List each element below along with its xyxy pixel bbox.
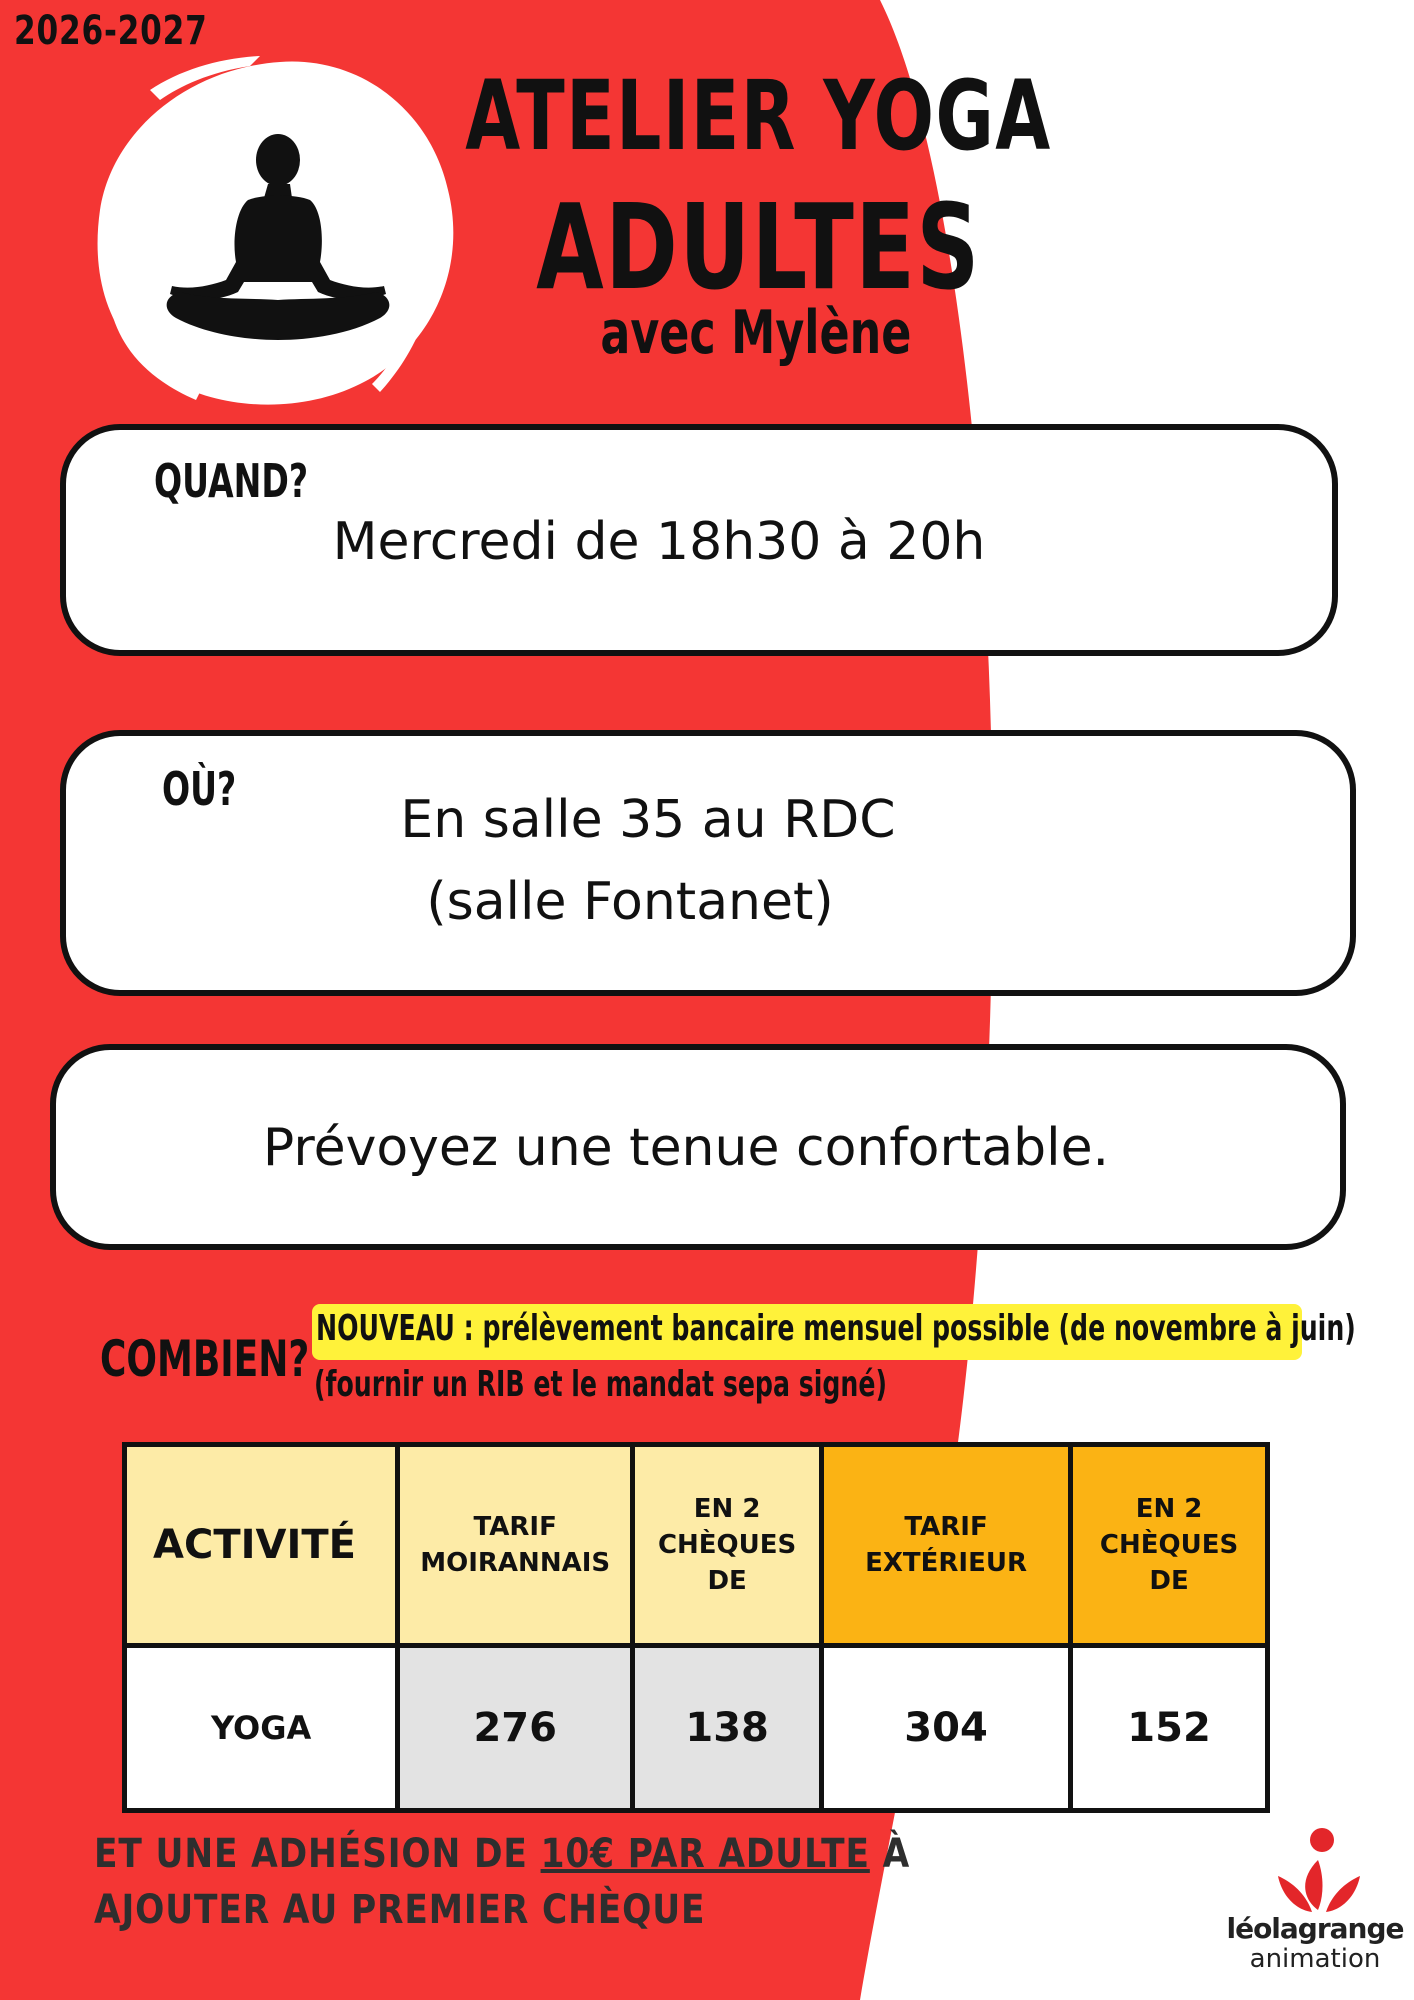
- note-box: [50, 1044, 1346, 1250]
- note-text: Prévoyez une tenue confortable.: [262, 1118, 1110, 1178]
- header-activity: ACTIVITÉ: [125, 1445, 398, 1646]
- where-label: OÙ?: [162, 762, 237, 816]
- logo-text-line-1: léolagrange: [1226, 1912, 1404, 1945]
- when-label: QUAND?: [154, 454, 309, 508]
- rib-text: (fournir un RIB et le mandat sepa signé): [314, 1364, 887, 1405]
- price-table: [122, 1442, 1270, 1813]
- where-line-1: En salle 35 au RDC: [400, 790, 896, 850]
- title-line-3: avec Mylène: [600, 298, 912, 368]
- when-box: [60, 424, 1338, 656]
- nouveau-text: [316, 1308, 1356, 1349]
- header-cheques-exterieur: EN 2 CHÈQUES DE: [1071, 1445, 1268, 1646]
- logo-text-line-2: animation: [1249, 1944, 1381, 1974]
- title-line-1: ATELIER YOGA: [465, 60, 1052, 172]
- cell-tarif-moirannais: 276: [398, 1646, 633, 1811]
- header-tarif-moirannais: TARIF MOIRANNAIS: [398, 1445, 633, 1646]
- header-cheques-moirannais: EN 2 CHÈQUES DE: [633, 1445, 822, 1646]
- membership-part-2: À AJOUTER AU PREMIER CHÈQUE: [94, 1831, 911, 1933]
- when-text: Mercredi de 18h30 à 20h: [332, 512, 986, 572]
- where-line-2: (salle Fontanet): [426, 872, 834, 932]
- membership-part-1: ET UNE ADHÉSION DE: [94, 1831, 541, 1877]
- membership-note: [94, 1826, 997, 1938]
- cell-tarif-exterieur: 304: [822, 1646, 1071, 1811]
- header-tarif-exterieur: TARIF EXTÉRIEUR: [822, 1445, 1071, 1646]
- nouveau-rest: : prélèvement bancaire mensuel possible (de novembre à juin): [454, 1308, 1356, 1349]
- price-label: COMBIEN?: [100, 1330, 310, 1388]
- school-year: 2026-2027: [14, 8, 208, 54]
- table-row: [125, 1646, 1268, 1811]
- cell-activity: YOGA: [125, 1646, 398, 1811]
- title-line-2: ADULTES: [536, 178, 981, 316]
- membership-amount: 10€ PAR ADULTE: [540, 1831, 870, 1877]
- where-box: [60, 730, 1356, 996]
- nouveau-bold: NOUVEAU: [316, 1308, 455, 1349]
- cell-cheques-moirannais: 138: [633, 1646, 822, 1811]
- cell-cheques-exterieur: 152: [1071, 1646, 1268, 1811]
